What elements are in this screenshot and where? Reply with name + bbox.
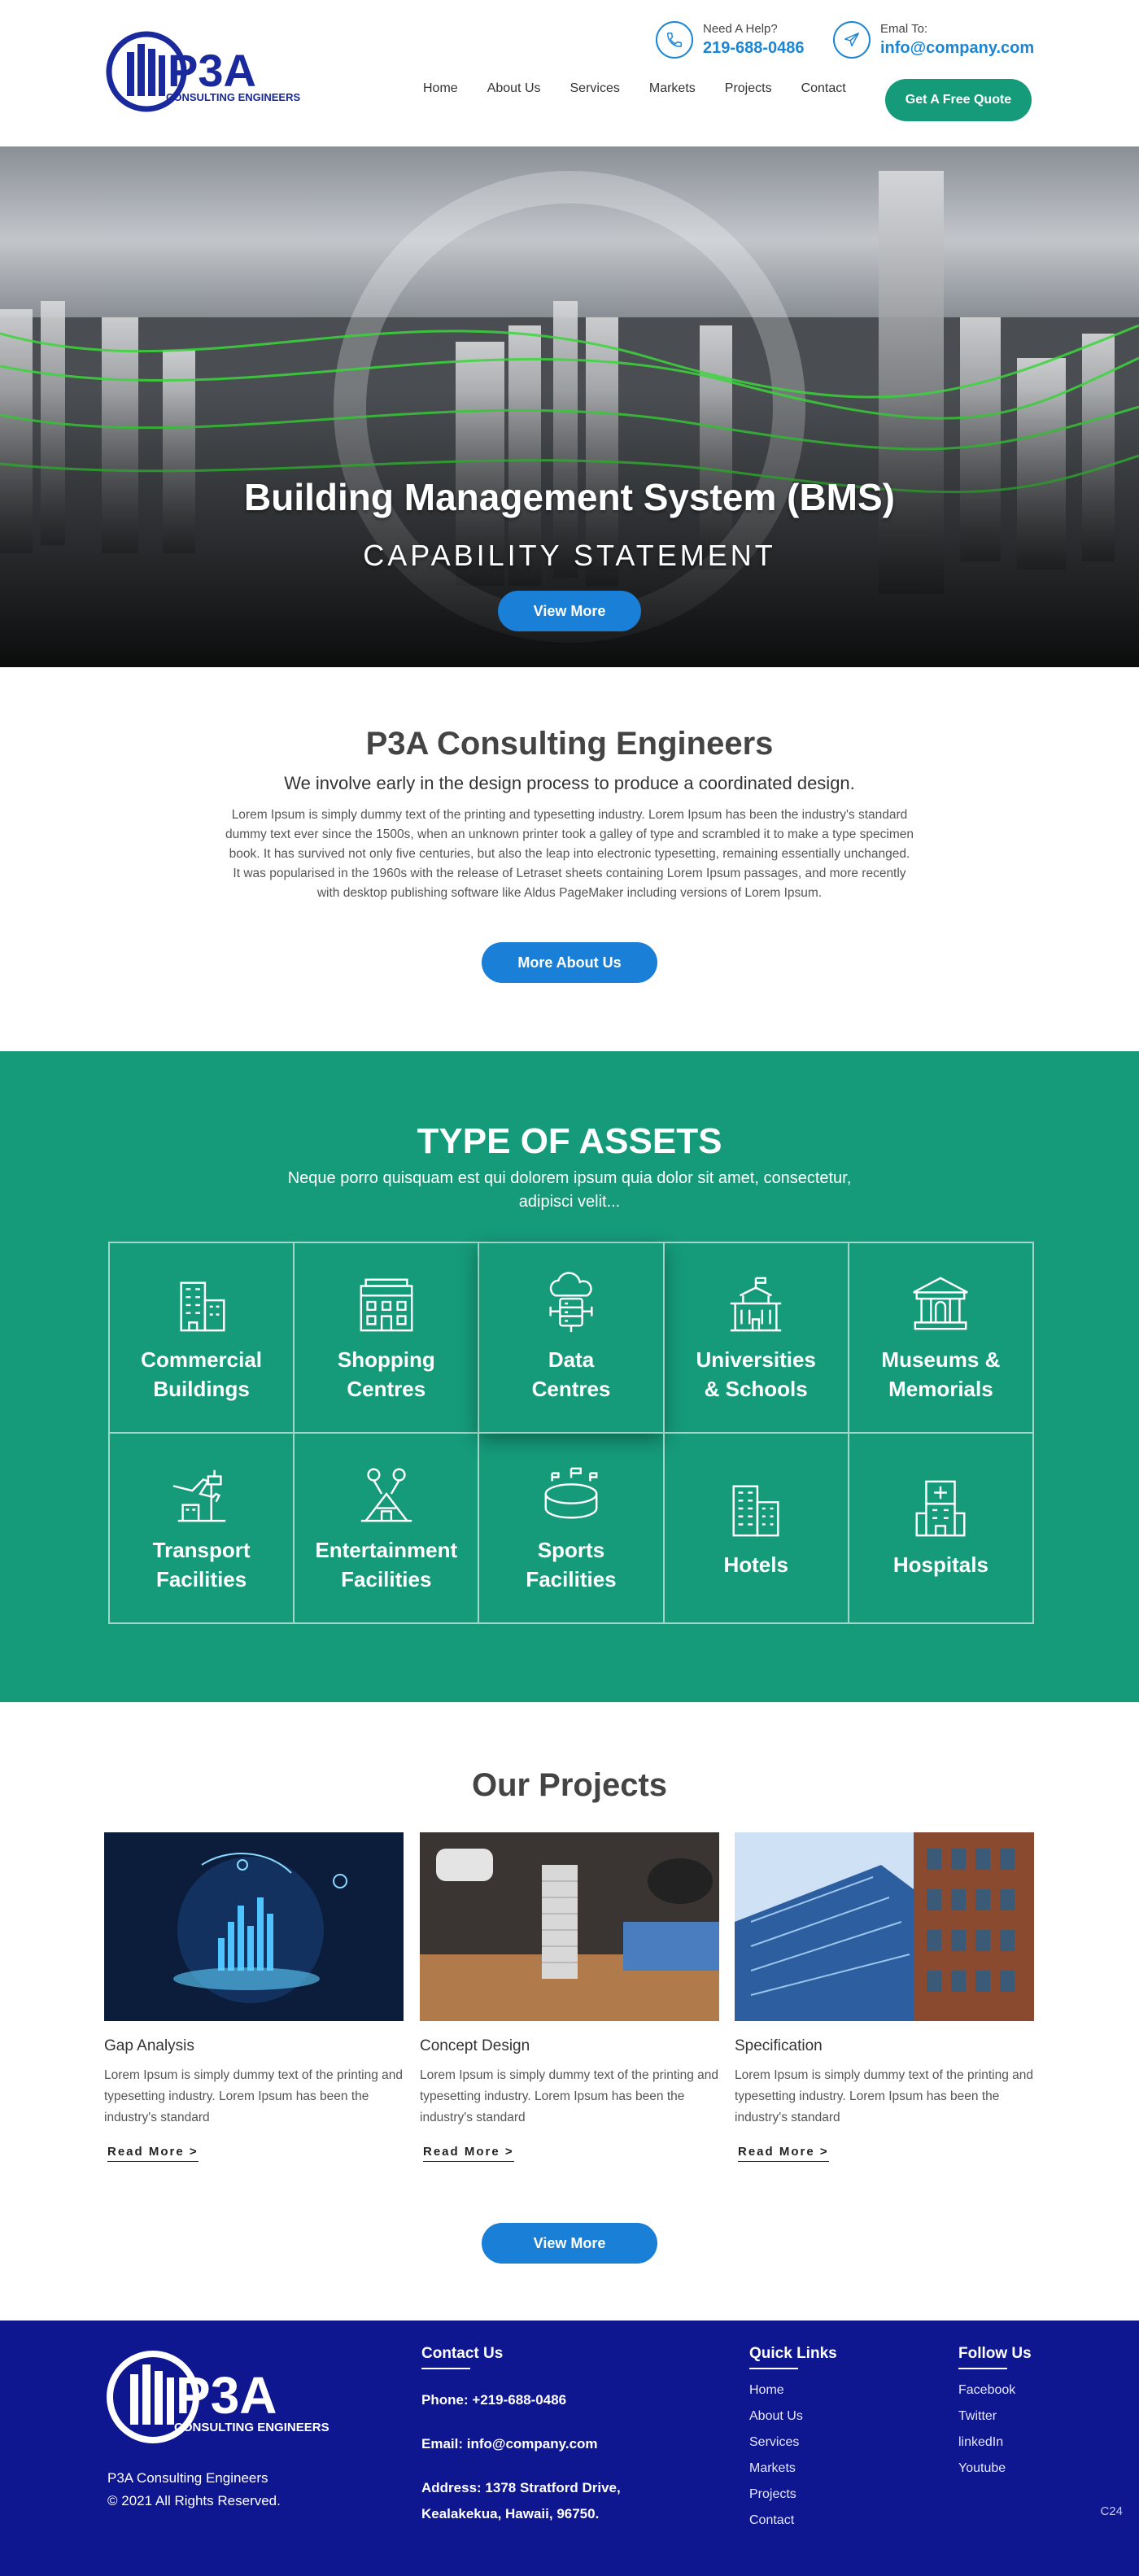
project-text: Lorem Ipsum is simply dummy text of the printing and typesetting industry. Lorem Ipsum has been the industry's standard: [104, 2068, 403, 2124]
logo[interactable]: [104, 28, 312, 116]
nav-markets[interactable]: Markets: [648, 81, 696, 95]
asset-label: Entertainment Facilities: [315, 1538, 458, 1591]
svg-text:CONSULTING ENGINEERS: CONSULTING ENGINEERS: [166, 91, 301, 103]
project-text: Lorem Ipsum is simply dummy text of the printing and typesetting industry. Lorem Ipsum has been the industry's standard: [420, 2068, 718, 2124]
phone-icon: [656, 21, 693, 59]
nav-services[interactable]: Services: [570, 81, 620, 95]
hero-title: Building Management System (BMS): [244, 476, 895, 518]
follow-heading: Follow Us: [958, 2345, 1032, 2369]
asset-museums-memorials[interactable]: [849, 1242, 1033, 1433]
assets-lead: Neque porro quisquam est qui dolorem ipsum quia dolor sit amet, consectetur, adipisci velit...: [287, 1169, 852, 1211]
help-phone-number[interactable]: 219-688-0486: [703, 39, 805, 57]
site-footer: [0, 2321, 1139, 2576]
circus-tent-icon: [355, 1462, 418, 1526]
read-more-link[interactable]: Read More >: [107, 2145, 199, 2162]
hotel-icon: [724, 1477, 788, 1540]
footer-copyright-block: [107, 2467, 281, 2513]
project-image-gap-analysis[interactable]: [104, 1832, 404, 2021]
footer-link-facebook[interactable]: Facebook: [958, 2383, 1016, 2397]
projects-section: [0, 1702, 1139, 2321]
hospital-icon: [909, 1477, 972, 1540]
asset-label: Hospitals: [892, 1552, 988, 1577]
shopping-mall-icon: [355, 1272, 418, 1335]
main-nav: [423, 81, 875, 96]
assets-grid: [108, 1242, 1034, 1624]
asset-universities-schools[interactable]: [664, 1242, 849, 1433]
nav-home[interactable]: Home: [423, 81, 458, 95]
read-more-link[interactable]: Read More >: [738, 2145, 829, 2162]
stadium-icon: [539, 1462, 603, 1526]
asset-label: Museums & Memorials: [881, 1347, 1001, 1401]
paper-plane-icon: [833, 21, 871, 59]
footer-link-youtube[interactable]: Youtube: [958, 2461, 1006, 2475]
contact-heading: Contact Us: [421, 2345, 503, 2369]
asset-label: Commercial Buildings: [141, 1347, 263, 1401]
more-about-us-button[interactable]: More About Us: [482, 942, 657, 983]
email-label: Emal To:: [880, 22, 928, 36]
hero-banner: [0, 146, 1139, 667]
assets-section: [0, 1051, 1139, 1702]
assets-title: TYPE OF ASSETS: [417, 1121, 722, 1161]
asset-hospitals[interactable]: [849, 1433, 1033, 1623]
help-label: Need A Help?: [703, 22, 778, 36]
read-more-link[interactable]: Read More >: [423, 2145, 514, 2162]
footer-company: P3A Consulting Engineers: [107, 2470, 268, 2486]
airport-icon: [170, 1462, 233, 1526]
project-title: Specification: [735, 2037, 823, 2054]
city-skyline-image: [0, 146, 1139, 667]
site-header: [0, 0, 1139, 146]
email-value[interactable]: info@company.com: [880, 39, 1035, 57]
footer-quick-links: [749, 2345, 837, 2534]
asset-shopping-centres[interactable]: [294, 1242, 478, 1433]
asset-label: Shopping Centres: [337, 1347, 435, 1401]
footer-copyright: © 2021 All Rights Reserved.: [107, 2493, 281, 2508]
get-quote-button[interactable]: Get A Free Quote: [885, 79, 1032, 121]
asset-hotels[interactable]: [664, 1433, 849, 1623]
footer-email[interactable]: Email: info@company.com: [421, 2436, 598, 2452]
footer-contact: [421, 2345, 666, 2527]
project-title: Gap Analysis: [104, 2037, 194, 2054]
about-body: Lorem Ipsum is simply dummy text of the printing and typesetting industry. Lorem Ipsum has been the industry's standard dummy text ever since the 1500s, when an unknown printer took a galley of type and scrambled it to make a type specimen book. It has survived not only five centuries, but also the leap into electronic typesetting, remaining essentially unchanged. It was popularised in the 1960s with the release of Letraset sheets containing Lorem Ipsum passages, and more recently with desktop publishing software like Aldus PageMaker including versions of Lorem Ipsum.: [225, 808, 914, 900]
nav-projects[interactable]: Projects: [724, 81, 772, 95]
asset-label: Sports Facilities: [526, 1538, 617, 1591]
asset-sports-facilities[interactable]: [478, 1433, 663, 1623]
about-title: P3A Consulting Engineers: [365, 726, 774, 762]
svg-text:P3A: P3A: [176, 2366, 277, 2425]
school-icon: [724, 1272, 788, 1335]
about-section: [0, 667, 1139, 1051]
footer-link-linkedin[interactable]: linkedIn: [958, 2435, 1004, 2449]
projects-title: Our Projects: [471, 1767, 668, 1803]
footer-link-projects[interactable]: Projects: [749, 2487, 796, 2501]
help-email[interactable]: [833, 21, 1034, 59]
svg-text:CONSULTING ENGINEERS: CONSULTING ENGINEERS: [174, 2421, 329, 2434]
asset-entertainment-facilities[interactable]: [294, 1433, 478, 1623]
svg-text:P3A: P3A: [168, 45, 256, 96]
project-image-concept-design[interactable]: [420, 1832, 719, 2021]
help-phone[interactable]: [656, 21, 805, 59]
about-subtitle: We involve early in the design process to produce a coordinated design.: [284, 773, 855, 793]
footer-link-twitter[interactable]: Twitter: [958, 2409, 997, 2423]
nav-about[interactable]: About Us: [487, 81, 541, 95]
footer-address: Address: 1378 Stratford Drive, Kealakekua, Hawaii, 96750.: [421, 2480, 621, 2521]
project-image-specification[interactable]: [735, 1832, 1034, 2021]
asset-commercial-buildings[interactable]: [109, 1242, 294, 1433]
footer-link-markets[interactable]: Markets: [749, 2461, 796, 2475]
footer-link-contact[interactable]: Contact: [749, 2513, 795, 2527]
project-card: [735, 1832, 1034, 2162]
asset-label: Transport Facilities: [152, 1538, 251, 1591]
footer-logo[interactable]: [104, 2347, 340, 2447]
hero-subtitle: CAPABILITY STATEMENT: [363, 539, 776, 572]
footer-link-about[interactable]: About Us: [749, 2409, 803, 2423]
nav-contact[interactable]: Contact: [801, 81, 846, 95]
office-building-icon: [170, 1272, 233, 1335]
footer-code: C24: [1100, 2504, 1123, 2518]
hero-view-more-button[interactable]: View More: [498, 591, 641, 631]
asset-label: Hotels: [723, 1552, 788, 1577]
footer-link-services[interactable]: Services: [749, 2435, 800, 2449]
quick-links-heading: Quick Links: [749, 2345, 837, 2369]
footer-link-home[interactable]: Home: [749, 2383, 784, 2397]
museum-icon: [909, 1272, 972, 1335]
asset-data-centres[interactable]: [478, 1242, 663, 1433]
asset-label: Data Centres: [531, 1347, 611, 1401]
cloud-server-icon: [539, 1272, 603, 1335]
project-text: Lorem Ipsum is simply dummy text of the printing and typesetting industry. Lorem Ipsum has been the industry's standard: [735, 2068, 1033, 2124]
footer-follow: [958, 2345, 1032, 2482]
project-title: Concept Design: [420, 2037, 530, 2054]
asset-transport-facilities[interactable]: [109, 1433, 294, 1623]
project-card: [420, 1832, 719, 2162]
footer-phone[interactable]: Phone: +219-688-0486: [421, 2392, 567, 2408]
project-card: [104, 1832, 404, 2162]
projects-view-more-button[interactable]: View More: [482, 2223, 657, 2264]
asset-label: Universities & Schools: [696, 1347, 816, 1401]
